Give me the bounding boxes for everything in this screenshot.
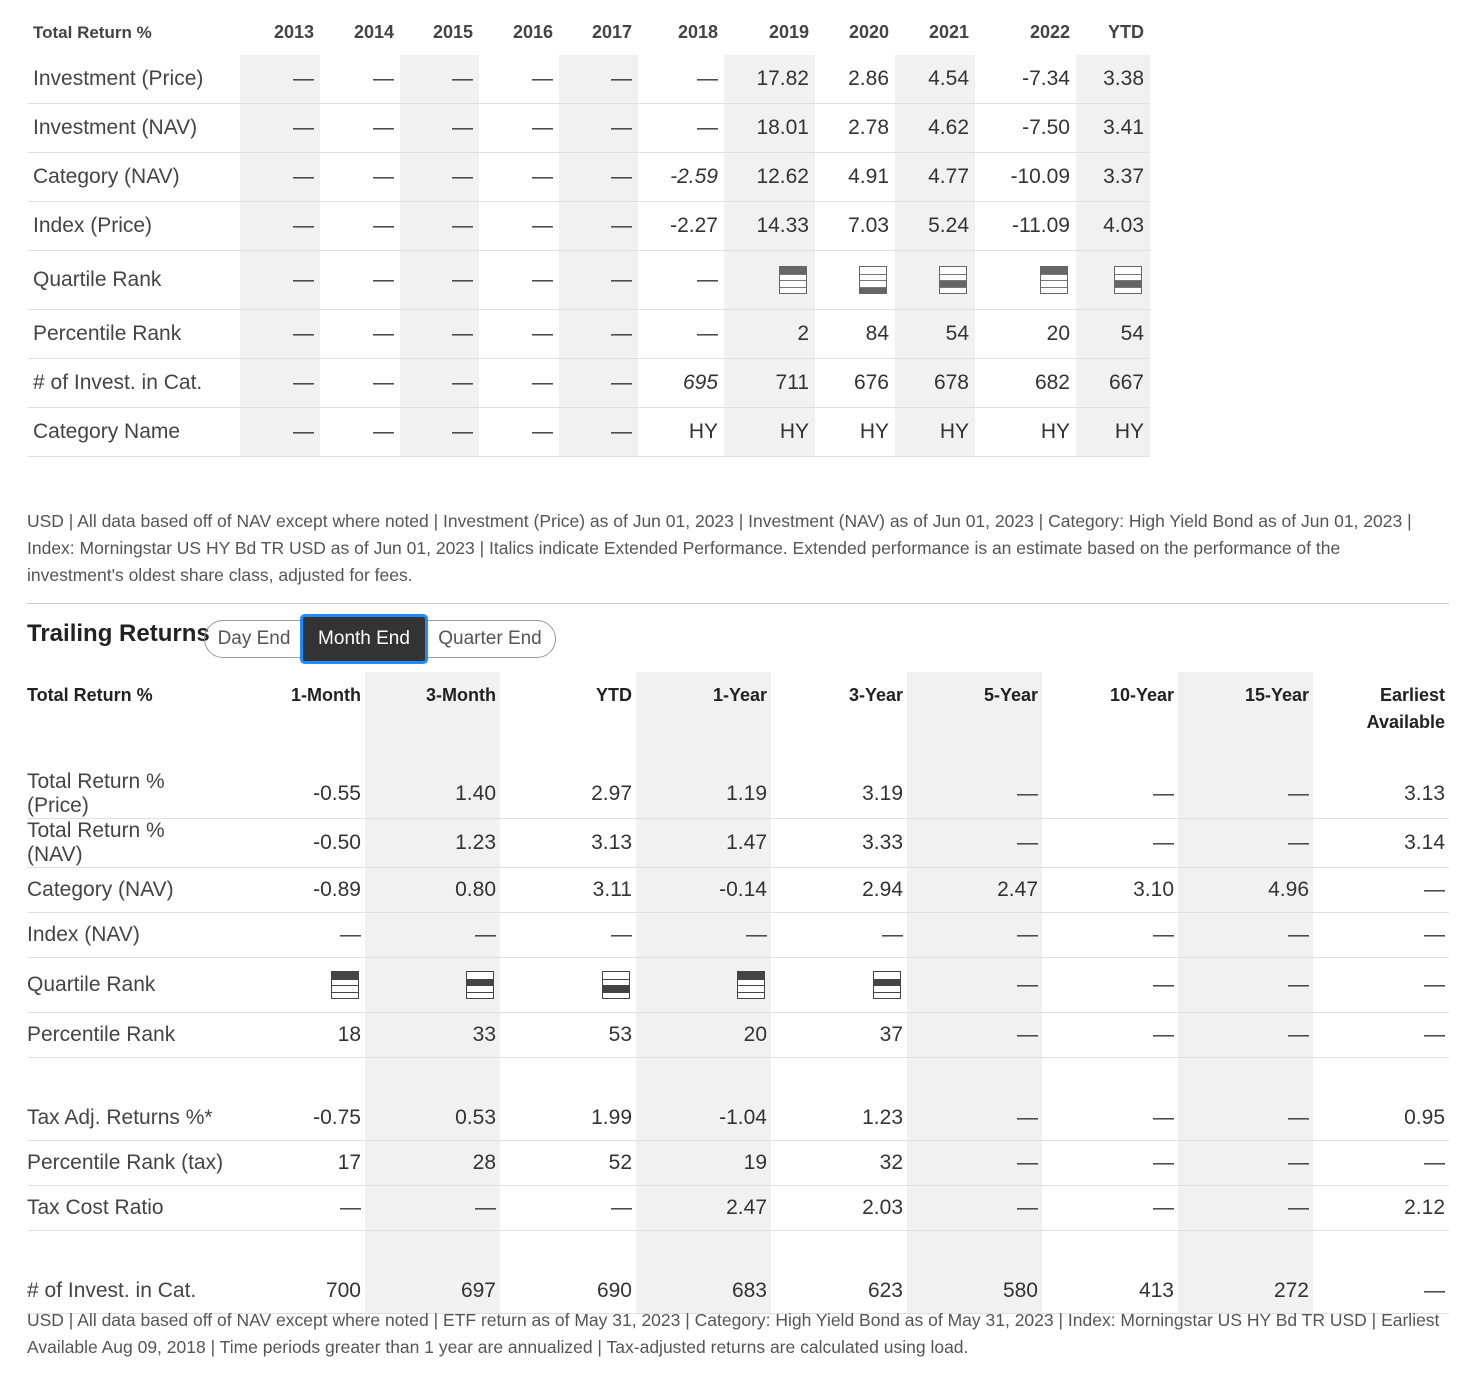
table-cell: 32 <box>771 1141 907 1186</box>
row-label: # of Invest. in Cat. <box>27 1269 230 1314</box>
table-cell: 3.10 <box>1042 868 1178 913</box>
table-cell: — <box>1042 913 1178 958</box>
table-cell: — <box>320 104 400 153</box>
quartile-rank-icon <box>602 971 630 999</box>
quartile-rank-icon <box>1040 266 1068 294</box>
table-cell: — <box>240 408 320 457</box>
table-cell: 683 <box>636 1269 771 1314</box>
table-row <box>27 153 1150 202</box>
table-cell: — <box>400 251 479 310</box>
table-cell: 18.01 <box>724 104 815 153</box>
table-cell: 2.97 <box>500 770 636 819</box>
table-cell: — <box>479 359 559 408</box>
column-header-2019: 2019 <box>768 22 809 42</box>
column-header-10-year: 10-Year <box>1109 685 1174 705</box>
table-cell: — <box>500 913 636 958</box>
row-label: Investment (NAV) <box>27 104 240 153</box>
table-row <box>27 868 1449 913</box>
table-cell: 3.13 <box>500 819 636 868</box>
table-cell: — <box>1042 1141 1178 1186</box>
table-cell: 3.11 <box>500 868 636 913</box>
table-cell: — <box>907 1096 1042 1141</box>
column-header-2015: 2015 <box>432 22 473 42</box>
table-cell: — <box>1178 819 1313 868</box>
table-cell <box>230 958 365 1013</box>
table-cell: — <box>559 359 638 408</box>
table-cell: — <box>500 1186 636 1231</box>
table-cell: — <box>1178 1013 1313 1058</box>
quartile-rank-icon <box>939 266 967 294</box>
table-cell: — <box>479 310 559 359</box>
row-label: Quartile Rank <box>27 958 230 1013</box>
spacer-cell <box>500 1231 636 1270</box>
table-cell: 3.19 <box>771 770 907 819</box>
spacer-cell <box>636 1058 771 1097</box>
table-cell: -7.50 <box>975 104 1076 153</box>
table-cell: — <box>636 913 771 958</box>
spacer-cell <box>230 1231 365 1270</box>
table-cell: — <box>907 819 1042 868</box>
table-cell: 37 <box>771 1013 907 1058</box>
column-header-2017: 2017 <box>591 22 632 42</box>
table-cell: 4.96 <box>1178 868 1313 913</box>
table-cell: 3.33 <box>771 819 907 868</box>
quartile-bar <box>1115 287 1141 294</box>
trailing-footnote: USD | All data based off of NAV except where noted | ETF return as of May 31, 2023 | Category: High Yield Bond as of May 31, 2023 | Index: Morningstar US HY Bd TR USD | Earliest Available Aug 09, 2018 | Time periods greater than 1 year are annualized | Tax-adjusted returns are calculated using load. <box>27 1310 1440 1357</box>
table-cell: 678 <box>895 359 975 408</box>
table-cell: 17 <box>230 1141 365 1186</box>
table-cell: 4.91 <box>815 153 895 202</box>
table-cell <box>975 251 1076 310</box>
spacer-cell <box>1313 1231 1449 1270</box>
table-cell: — <box>365 1186 500 1231</box>
table-cell: 4.77 <box>895 153 975 202</box>
table-cell: 54 <box>1076 310 1150 359</box>
row-label: Tax Cost Ratio <box>27 1186 230 1231</box>
spacer-cell <box>365 1231 500 1270</box>
quartile-rank-icon <box>466 971 494 999</box>
table-cell: — <box>559 153 638 202</box>
table-cell <box>815 251 895 310</box>
table-cell: — <box>400 104 479 153</box>
table-cell: — <box>559 104 638 153</box>
column-header-2022: 2022 <box>1029 22 1070 42</box>
spacer-cell <box>500 1058 636 1097</box>
table-cell: — <box>1313 913 1449 958</box>
column-header-3-month: 3-Month <box>365 672 500 770</box>
quartile-bar <box>738 992 764 999</box>
table-cell: 28 <box>365 1141 500 1186</box>
table-cell: — <box>400 153 479 202</box>
column-header-2018: 2018 <box>677 22 718 42</box>
table-cell: 700 <box>230 1269 365 1314</box>
table-cell: -2.59 <box>638 153 724 202</box>
table-cell: 2.12 <box>1313 1186 1449 1231</box>
table-cell: — <box>479 408 559 457</box>
row-label: Tax Adj. Returns %* <box>27 1096 230 1141</box>
quartile-bar <box>603 992 629 999</box>
annual-header-row <box>27 10 1150 55</box>
table-cell: 20 <box>975 310 1076 359</box>
table-cell: — <box>559 408 638 457</box>
table-cell: — <box>1042 1096 1178 1141</box>
table-cell: — <box>638 251 724 310</box>
table-cell: — <box>907 1013 1042 1058</box>
table-cell: — <box>1313 1141 1449 1186</box>
table-cell: — <box>320 251 400 310</box>
table-row <box>27 359 1150 408</box>
table-cell: -0.75 <box>230 1096 365 1141</box>
row-label: Quartile Rank <box>27 251 240 310</box>
table-cell: HY <box>724 408 815 457</box>
table-cell: — <box>1178 958 1313 1013</box>
table-cell: — <box>240 251 320 310</box>
annual-footnote: USD | All data based off of NAV except where noted | Investment (Price) as of Jun 01, 2023 | Investment (NAV) as of Jun 01, 2023 | Category: High Yield Bond as of Jun 01, 2023 | Index: Morningstar US HY Bd TR USD as of Jun 01, 2023 | Italics indicate Extended Performance. Extended performance is an estimate based on the performance of the investment's oldest share class, adjusted for fees. <box>27 511 1412 585</box>
table-cell: — <box>400 202 479 251</box>
table-cell: — <box>479 153 559 202</box>
table-cell <box>500 958 636 1013</box>
table-cell: — <box>638 55 724 104</box>
table-cell: — <box>240 359 320 408</box>
table-cell: -11.09 <box>975 202 1076 251</box>
table-cell: 2.47 <box>636 1186 771 1231</box>
column-header-ytd: YTD <box>596 685 632 705</box>
table-cell: 3.38 <box>1076 55 1150 104</box>
spacer-cell <box>1042 1231 1178 1270</box>
table-cell: 1.19 <box>636 770 771 819</box>
table-cell: 19 <box>636 1141 771 1186</box>
table-cell: — <box>907 1141 1042 1186</box>
table-cell: 2.86 <box>815 55 895 104</box>
table-cell: — <box>1178 770 1313 819</box>
annual-returns-table <box>27 10 1150 457</box>
table-cell: — <box>559 202 638 251</box>
table-cell: — <box>1313 1013 1449 1058</box>
quartile-rank-icon <box>737 971 765 999</box>
table-row <box>27 104 1150 153</box>
table-cell: 623 <box>771 1269 907 1314</box>
table-cell: 14.33 <box>724 202 815 251</box>
table-row <box>27 202 1150 251</box>
table-row <box>27 770 1449 819</box>
spacer-cell <box>230 1058 365 1097</box>
table-cell: 413 <box>1042 1269 1178 1314</box>
table-cell: HY <box>975 408 1076 457</box>
table-cell: — <box>1313 868 1449 913</box>
row-label: Percentile Rank (tax) <box>27 1141 230 1186</box>
table-cell: -0.89 <box>230 868 365 913</box>
table-cell: — <box>1178 1186 1313 1231</box>
table-cell: 1.47 <box>636 819 771 868</box>
table-cell: — <box>559 251 638 310</box>
column-header-earliest-available: Earliest Available <box>1366 685 1445 732</box>
table-cell: 697 <box>365 1269 500 1314</box>
spacer-cell <box>1178 1058 1313 1097</box>
table-cell: — <box>320 55 400 104</box>
row-label: Index (NAV) <box>27 913 230 958</box>
quartile-rank-icon <box>779 266 807 294</box>
period-toggle <box>204 620 556 658</box>
column-header-1-year: 1-Year <box>636 672 771 770</box>
trailing-returns-title: Trailing Returns <box>27 620 210 647</box>
column-header-3-year: 3-Year <box>848 685 903 705</box>
table-cell: — <box>479 55 559 104</box>
table-cell: — <box>479 251 559 310</box>
table-cell: -1.04 <box>636 1096 771 1141</box>
spacer-cell <box>1178 1231 1313 1270</box>
table-cell: 3.13 <box>1313 770 1449 819</box>
table-row <box>27 55 1150 104</box>
table-row <box>27 1186 1449 1231</box>
column-header-2016: 2016 <box>512 22 553 42</box>
row-label: # of Invest. in Cat. <box>27 359 240 408</box>
table-cell: — <box>240 310 320 359</box>
quartile-bar <box>860 287 886 294</box>
table-cell: — <box>230 1186 365 1231</box>
column-header-ytd: YTD <box>1108 22 1144 42</box>
table-cell: 676 <box>815 359 895 408</box>
spacer-cell <box>771 1058 907 1097</box>
row-label: Category (NAV) <box>27 868 230 913</box>
table-cell: — <box>1042 819 1178 868</box>
table-cell: — <box>1313 958 1449 1013</box>
row-label: Category Name <box>27 408 240 457</box>
spacer-cell <box>27 1058 230 1097</box>
spacer-cell <box>636 1231 771 1270</box>
table-cell: — <box>240 104 320 153</box>
table-cell <box>365 958 500 1013</box>
table-cell: — <box>907 913 1042 958</box>
table-cell: 3.41 <box>1076 104 1150 153</box>
table-cell: — <box>771 913 907 958</box>
table-cell: 12.62 <box>724 153 815 202</box>
table-cell: — <box>907 1186 1042 1231</box>
table-cell: — <box>320 153 400 202</box>
table-cell <box>724 251 815 310</box>
table-cell: — <box>400 359 479 408</box>
table-cell: — <box>559 310 638 359</box>
table-cell: 0.53 <box>365 1096 500 1141</box>
table-cell: 1.23 <box>771 1096 907 1141</box>
table-cell: — <box>320 202 400 251</box>
trailing-header-label: Total Return % <box>27 685 153 705</box>
table-cell: -0.14 <box>636 868 771 913</box>
table-cell: — <box>1042 1186 1178 1231</box>
column-header-2014: 2014 <box>353 22 394 42</box>
table-cell <box>636 958 771 1013</box>
table-cell: 53 <box>500 1013 636 1058</box>
quartile-rank-icon <box>873 971 901 999</box>
quartile-rank-icon <box>859 266 887 294</box>
table-cell: 272 <box>1178 1269 1313 1314</box>
quartile-bar <box>467 992 493 999</box>
table-cell: — <box>240 153 320 202</box>
table-cell: 20 <box>636 1013 771 1058</box>
quartile-rank-icon <box>331 971 359 999</box>
table-cell: — <box>479 104 559 153</box>
table-cell: — <box>1178 913 1313 958</box>
row-label: Index (Price) <box>27 202 240 251</box>
table-row <box>27 408 1150 457</box>
table-cell: 5.24 <box>895 202 975 251</box>
table-cell: -7.34 <box>975 55 1076 104</box>
annual-header-label: Total Return % <box>33 22 152 42</box>
row-label: Percentile Rank <box>27 1013 230 1058</box>
column-header-15-year: 15-Year <box>1178 672 1313 770</box>
table-cell: 84 <box>815 310 895 359</box>
table-cell: 2.78 <box>815 104 895 153</box>
column-header-1-month: 1-Month <box>291 685 361 705</box>
trailing-header-row <box>27 672 1449 770</box>
table-cell: — <box>638 310 724 359</box>
table-cell: — <box>479 202 559 251</box>
spacer-row <box>27 1231 1449 1270</box>
table-cell: 2.47 <box>907 868 1042 913</box>
table-cell: HY <box>1076 408 1150 457</box>
table-cell: 682 <box>975 359 1076 408</box>
row-label: Percentile Rank <box>27 310 240 359</box>
column-header-2020: 2020 <box>848 22 889 42</box>
table-cell: — <box>1178 1096 1313 1141</box>
table-row <box>27 310 1150 359</box>
table-cell: -2.27 <box>638 202 724 251</box>
table-cell: 0.80 <box>365 868 500 913</box>
table-cell: 1.99 <box>500 1096 636 1141</box>
table-cell: — <box>400 310 479 359</box>
table-row <box>27 251 1150 310</box>
table-cell: — <box>320 408 400 457</box>
table-cell: — <box>907 958 1042 1013</box>
table-cell: — <box>365 913 500 958</box>
spacer-cell <box>1042 1058 1178 1097</box>
trailing-returns-table <box>27 672 1449 1314</box>
table-cell: 7.03 <box>815 202 895 251</box>
table-cell: — <box>1042 958 1178 1013</box>
table-cell: — <box>240 55 320 104</box>
row-label: Investment (Price) <box>27 55 240 104</box>
table-cell: 52 <box>500 1141 636 1186</box>
quartile-bar <box>1041 287 1067 294</box>
column-header-5-year: 5-Year <box>907 672 1042 770</box>
table-cell: — <box>638 104 724 153</box>
table-cell: — <box>400 55 479 104</box>
quartile-rank-icon <box>1114 266 1142 294</box>
table-cell: 2 <box>724 310 815 359</box>
table-cell <box>771 958 907 1013</box>
table-cell: HY <box>638 408 724 457</box>
table-row <box>27 1141 1449 1186</box>
row-label: Total Return % (NAV) <box>27 819 230 868</box>
table-cell: — <box>320 310 400 359</box>
spacer-row <box>27 1058 1449 1097</box>
spacer-cell <box>1313 1058 1449 1097</box>
table-cell: 1.40 <box>365 770 500 819</box>
table-cell: 1.23 <box>365 819 500 868</box>
table-cell: 17.82 <box>724 55 815 104</box>
table-cell: — <box>559 55 638 104</box>
table-cell: — <box>1042 1013 1178 1058</box>
spacer-cell <box>907 1058 1042 1097</box>
table-cell: -0.50 <box>230 819 365 868</box>
table-cell: — <box>240 202 320 251</box>
day-end-button[interactable]: Day End <box>217 628 291 649</box>
table-row <box>27 958 1449 1013</box>
table-cell: 2.94 <box>771 868 907 913</box>
table-cell: 18 <box>230 1013 365 1058</box>
table-cell <box>1076 251 1150 310</box>
table-cell: -10.09 <box>975 153 1076 202</box>
table-cell: HY <box>895 408 975 457</box>
table-row <box>27 913 1449 958</box>
table-cell <box>895 251 975 310</box>
spacer-cell <box>27 1231 230 1270</box>
table-cell: — <box>907 770 1042 819</box>
quartile-bar <box>780 287 806 294</box>
table-cell: 4.03 <box>1076 202 1150 251</box>
quartile-bar <box>940 287 966 294</box>
table-cell: 0.95 <box>1313 1096 1449 1141</box>
table-cell: 667 <box>1076 359 1150 408</box>
table-cell: 4.54 <box>895 55 975 104</box>
quarter-end-button[interactable]: Quarter End <box>438 628 542 649</box>
table-row <box>27 1096 1449 1141</box>
table-cell: 2.03 <box>771 1186 907 1231</box>
column-header-2021: 2021 <box>928 22 969 42</box>
table-cell: — <box>400 408 479 457</box>
spacer-cell <box>907 1231 1042 1270</box>
table-cell: 690 <box>500 1269 636 1314</box>
table-cell: HY <box>815 408 895 457</box>
table-cell: — <box>1042 770 1178 819</box>
quartile-bar <box>332 992 358 999</box>
month-end-button[interactable]: Month End <box>303 617 425 661</box>
table-cell: 580 <box>907 1269 1042 1314</box>
table-cell: 4.62 <box>895 104 975 153</box>
column-header-2013: 2013 <box>273 22 314 42</box>
quartile-bar <box>874 992 900 999</box>
spacer-cell <box>771 1231 907 1270</box>
table-cell: 695 <box>638 359 724 408</box>
section-divider <box>27 603 1449 604</box>
row-label: Category (NAV) <box>27 153 240 202</box>
table-cell: 3.14 <box>1313 819 1449 868</box>
table-cell: — <box>1178 1141 1313 1186</box>
spacer-cell <box>365 1058 500 1097</box>
table-cell: 711 <box>724 359 815 408</box>
table-cell: — <box>230 913 365 958</box>
table-cell: -0.55 <box>230 770 365 819</box>
row-label: Total Return % (Price) <box>27 770 230 819</box>
table-cell: 33 <box>365 1013 500 1058</box>
table-row <box>27 1013 1449 1058</box>
table-cell: — <box>1313 1269 1449 1314</box>
table-cell: — <box>320 359 400 408</box>
table-row <box>27 819 1449 868</box>
table-cell: 3.37 <box>1076 153 1150 202</box>
table-cell: 54 <box>895 310 975 359</box>
